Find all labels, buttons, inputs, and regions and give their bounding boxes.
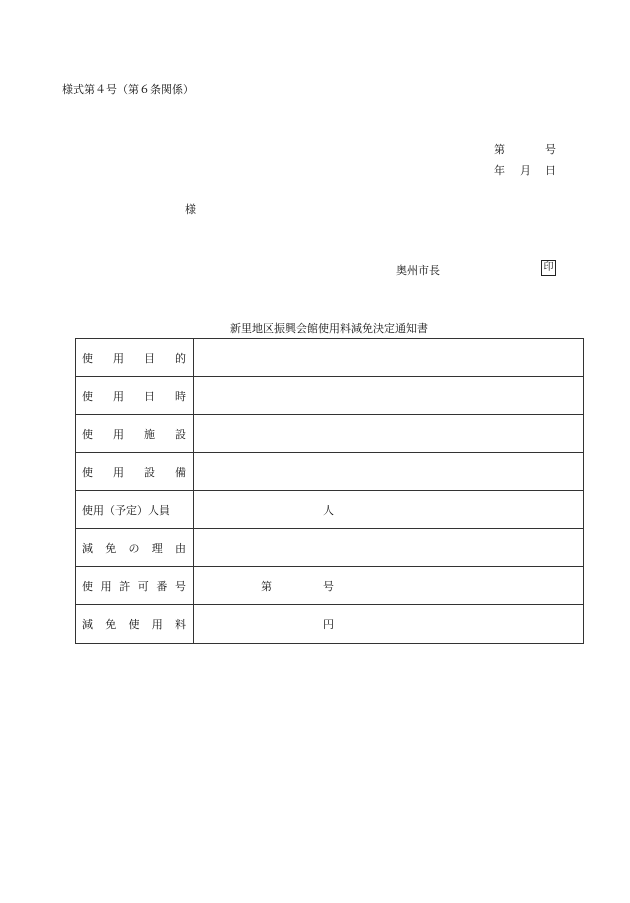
label-char: 用 [113, 427, 124, 441]
purpose-value-cell[interactable] [194, 339, 584, 377]
label-char: の [128, 541, 140, 555]
table-row [76, 339, 584, 377]
label-char: 許 [119, 579, 131, 593]
recipient-honorific: 様 [185, 203, 196, 216]
label-char: 備 [175, 465, 186, 479]
label-char: 使 [82, 427, 93, 441]
equipment-value-cell[interactable] [194, 453, 584, 491]
row-label [76, 605, 194, 644]
label-char: 減 [82, 541, 93, 555]
label-char: 用 [151, 618, 163, 631]
facility-value-cell[interactable] [194, 415, 584, 453]
label-char: 免 [105, 541, 117, 555]
row-label [76, 453, 194, 491]
label-char: 使 [82, 465, 93, 479]
unit-label: 円 [323, 618, 334, 631]
label-char: 日 [144, 389, 155, 403]
table-row [76, 453, 584, 491]
row-label [76, 491, 194, 529]
label-char: 用 [113, 351, 124, 365]
document-title: 新里地区振興会館使用料減免決定通知書 [230, 322, 428, 335]
label-char: 用 [113, 389, 124, 403]
fee-value-cell[interactable] [194, 605, 584, 644]
prefix-label: 第 [261, 579, 272, 593]
label-char: 料 [175, 618, 186, 631]
label-char: 号 [174, 579, 186, 593]
label-char: 用 [100, 579, 112, 593]
label-char: 施 [144, 427, 155, 441]
label-char: 使 [82, 579, 93, 593]
document-number-suffix: 号 [545, 143, 556, 156]
label-char: 設 [175, 427, 186, 441]
table-row [76, 605, 584, 644]
unit-label: 号 [323, 579, 334, 593]
reason-value-cell[interactable] [194, 529, 584, 567]
permit-number-value-cell[interactable] [194, 567, 584, 605]
label-char: 使 [82, 351, 93, 365]
table-row [76, 529, 584, 567]
table-row [76, 567, 584, 605]
row-label [76, 415, 194, 453]
label-char: 番 [156, 579, 168, 593]
table-row [76, 415, 584, 453]
label-char: 可 [137, 579, 149, 593]
seal-mark: 印 [541, 260, 556, 276]
label-char: 使 [128, 618, 140, 631]
form-number: 様式第４号（第６条関係） [62, 83, 194, 96]
notice-table [75, 338, 584, 644]
date-day-label: 日 [545, 164, 556, 177]
table-row [76, 377, 584, 415]
label-char: 使 [82, 389, 93, 403]
attendees-value-cell[interactable] [194, 491, 584, 529]
label-char: 設 [144, 465, 155, 479]
label-char: 目 [144, 351, 155, 365]
label-char: 由 [175, 541, 186, 555]
label-char: 減 [82, 618, 93, 631]
label-char: 免 [105, 618, 117, 631]
date-year-label: 年 [494, 164, 505, 177]
table-row [76, 491, 584, 529]
row-label [76, 339, 194, 377]
label-char: 理 [151, 541, 163, 555]
label-char: 時 [175, 389, 186, 403]
unit-label: 人 [323, 503, 334, 517]
row-label [76, 567, 194, 605]
row-label [76, 529, 194, 567]
date-month-label: 月 [520, 164, 531, 177]
document-number-label: 第 [494, 143, 505, 156]
label-char: 用 [113, 465, 124, 479]
row-label [76, 377, 194, 415]
label-text: 使用（予定）人員 [82, 503, 170, 517]
label-char: 的 [175, 351, 186, 365]
issuer-title: 奥州市長 [396, 264, 440, 277]
datetime-value-cell[interactable] [194, 377, 584, 415]
